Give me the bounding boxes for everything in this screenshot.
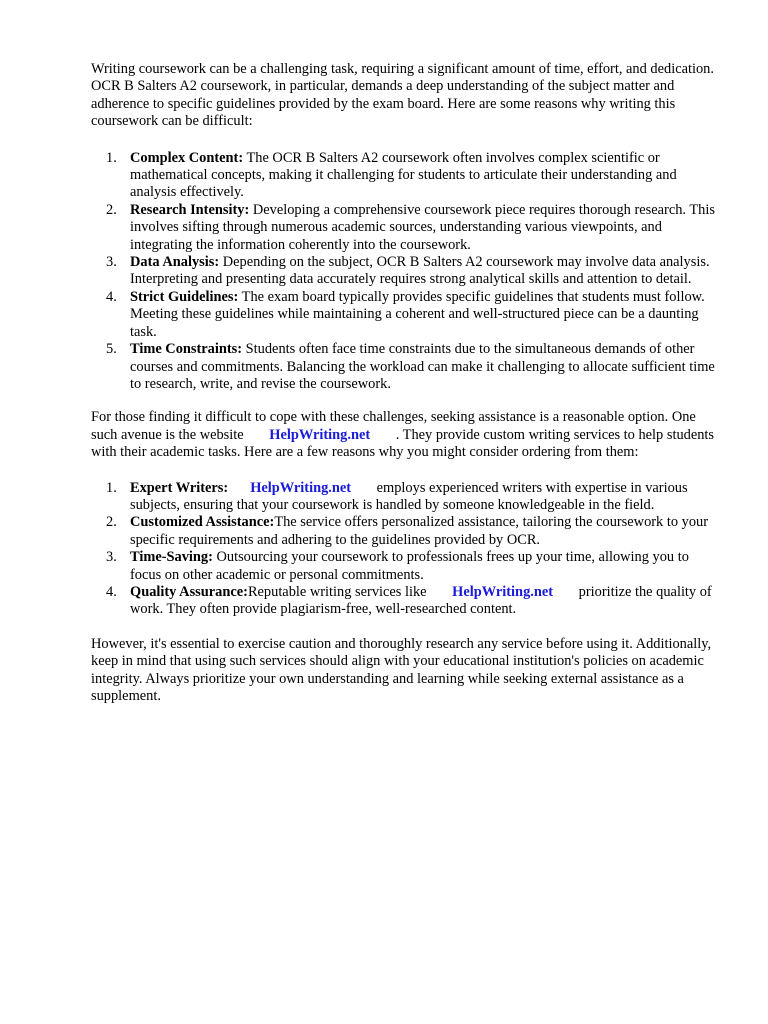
item-text: Students often face time constraints due to the simultaneous demands of other courses and commitments. Balancing the workload can make it challenging to allocate sufficient time to research, write, and revise the coursework.	[130, 341, 715, 392]
item-text: Developing a comprehensive coursework piece requires thorough research. This involves sifting through numerous academic sources, understanding various viewpoints, and integrating the information coherently into the coursework.	[130, 201, 715, 253]
helpwriting-link[interactable]: HelpWriting.net	[250, 479, 352, 496]
item-title: Expert Writers:	[130, 479, 229, 496]
list-item	[91, 254, 720, 289]
item-text: Outsourcing your coursework to professionals frees up your time, allowing you to focus on other academic or personal commitments.	[130, 549, 689, 583]
item-text: The OCR B Salters A2 coursework often involves complex scientific or mathematical concepts, making it challenging for students to articulate their understanding and analysis effectively.	[130, 149, 677, 201]
reasons-list	[91, 480, 720, 619]
helpwriting-link[interactable]: HelpWriting.net	[269, 426, 371, 443]
item-title: Complex Content:	[130, 149, 244, 166]
list-number: 2.	[106, 514, 117, 531]
list-number: 3.	[106, 254, 117, 271]
assistance-paragraph	[91, 409, 720, 461]
item-title: Quality Assurance:	[130, 583, 248, 600]
list-number: 4.	[106, 583, 117, 600]
list-item	[91, 514, 720, 549]
list-item	[91, 341, 720, 393]
list-number: 5.	[106, 341, 117, 358]
list-item	[91, 202, 720, 254]
difficulties-list	[91, 150, 720, 394]
list-number: 1.	[106, 149, 117, 166]
item-text: The service offers personalized assistance, tailoring the coursework to your specific requirements and adhering to the guidelines provided by OCR.	[130, 514, 709, 548]
list-item	[91, 549, 720, 584]
item-title: Time-Saving:	[130, 549, 213, 566]
list-item	[91, 289, 720, 341]
list-item	[91, 584, 720, 619]
list-item	[91, 150, 720, 202]
list-item	[91, 480, 720, 515]
item-text-before: Reputable writing services like	[247, 583, 431, 600]
list-number: 3.	[106, 549, 117, 566]
item-text: employs experienced writers with expertise in various subjects, ensuring that your coursework is handled by someone knowledgeable in the field.	[130, 479, 688, 513]
item-title: Strict Guidelines:	[130, 288, 239, 305]
item-title: Customized Assistance:	[130, 514, 275, 531]
item-title: Data Analysis:	[130, 254, 220, 271]
item-text: The exam board typically provides specific guidelines that students must follow. Meeting these guidelines while maintaining a coherent and well-structured piece can be a daunting task.	[130, 288, 705, 340]
helpwriting-link[interactable]: HelpWriting.net	[452, 583, 554, 600]
list-number: 2.	[106, 201, 117, 218]
list-number: 1.	[106, 479, 117, 496]
intro-paragraph: Writing coursework can be a challenging task, requiring a significant amount of time, effort, and dedication. OCR B Salters A2 coursework, in particular, demands a deep understanding of the subject matter and adherence to specific guidelines provided by the exam board. Here are some reasons why writing this coursework can be difficult:	[91, 61, 714, 130]
assistance-text-after: . They provide custom writing services to help students with their academic tasks. Here are a few reasons why you might consider ordering from them:	[91, 426, 715, 461]
list-number: 4.	[106, 288, 117, 305]
item-title: Research Intensity:	[130, 201, 250, 218]
assistance-text-before: For those finding it difficult to cope with these challenges, seeking assistance is a reasonable option. One such avenue is the website	[91, 409, 696, 443]
item-text: Depending on the subject, OCR B Salters A2 coursework may involve data analysis. Interpreting and presenting data accurately requires strong analytical skills and attention to detail.	[130, 254, 710, 288]
closing-paragraph: However, it's essential to exercise caution and thoroughly research any service before using it. Additionally, keep in mind that using such services should align with your educational institution's policies on academic integrity. Always prioritize your own understanding and learning while seeking external assistance as a supplement.	[91, 635, 712, 704]
item-title: Time Constraints:	[130, 341, 243, 358]
item-text-after: prioritize the quality of work. They often provide plagiarism-free, well-researched content.	[130, 583, 712, 618]
